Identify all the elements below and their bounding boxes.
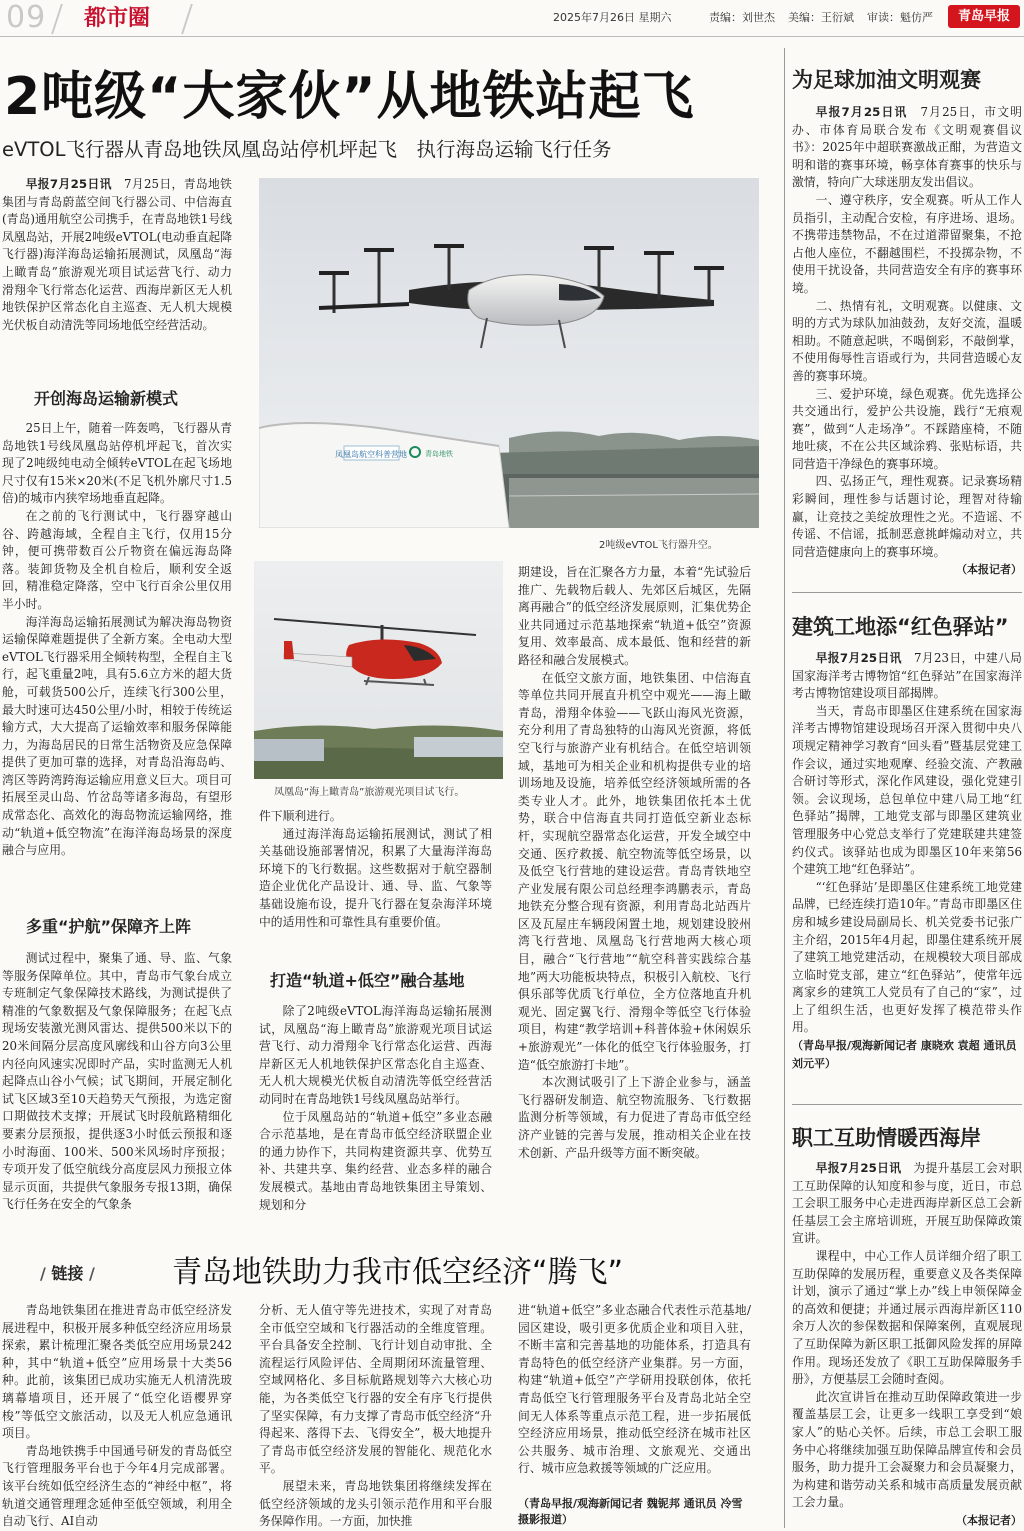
paragraph: 件下顺利进行。 [259,809,342,823]
helicopter-photo-illustration [254,561,503,779]
column-rule-main-sidebar [784,48,785,1528]
paragraph: 本次测试吸引了上下游企业参与，涵盖飞行器研发制造、航空物流服务、飞行数据监测分析等领域，有力促进了青岛市低空经济产业链的完善与发展，推动相关企业在技术创新、产品升级等方面不断突破。 [518,1075,751,1160]
paragraph: 展望未来，青岛地铁集团将继续发挥在低空经济领域的龙头引领示范作用和平台服务保障作用。一方面，加快推 [259,1478,492,1529]
link-label-slash: / [83,1264,95,1283]
header-proofreader: 审读：魁仿严 [867,11,933,24]
sidebar-article3-credit: （本报记者） [956,1513,1022,1527]
paragraph: 三、爱护环境，绿色观赛。优先选择公共交通出行，爱护公共设施，践行“无痕观赛”，做到“人走场净”。不踩踏座椅，不随地吐痰，不在公共区域涂鸦、张贴标语，共同营造干净绿色的赛事环境。 [792,386,1022,471]
tent-text: 凤凰岛航空科普营地 [335,450,407,459]
subhead-new-mode: 开创海岛运输新模式 [34,389,179,408]
link-label-slash: / [40,1264,52,1283]
evtol-photo-illustration [259,178,759,528]
page-number: 09 [6,0,47,35]
sidebar-article2-body [792,650,1022,1072]
sidebar-title-mutual-aid: 职工互助情暖西海岸 [792,1126,981,1150]
paragraph: 此次宣讲旨在推动互助保障政策进一步覆盖基层工会，让更多一线职工享受到“娘家人”的贴心关怀。后续，市总工会职工服务中心将继续加强互助保障品牌宣传和会员服务，助力提升工会凝聚力和会员凝聚力，为构建和谐劳动关系和城市高质量发展贡献工会力量。 [792,1389,1022,1510]
paragraph: 课程中，中心工作人员详细介绍了职工互助保障的发展历程，重要意义及各类保障计划，演示了通过“掌上办”线上申领保障金的高效和便捷；并通过展示西海岸新区110余万人次的参保数据和保障案例，直观展现了互助保障为新区职工抵御风险发挥的屏障作用。现场还发放了《职工互助保障服务手册》，方便基层工会随时查阅。 [792,1248,1022,1387]
sidebar-article1-credit: （本报记者） [956,563,1022,577]
dateline: 早报7月25日讯 [815,1161,902,1175]
header-designer: 美编：王衍斌 [788,11,854,24]
sidebar-title-football: 为足球加油文明观赛 [792,68,981,92]
dateline: 早报7月25日讯 [815,105,908,119]
main-subheadline: eVTOL飞行器从青岛地铁凤凰岛站停机坪起飞 执行海岛运输飞行任务 [2,138,612,161]
link-headline: 青岛地铁助力我市低空经济“腾飞” [172,1255,624,1290]
dateline: 早报7月25日讯 [815,651,902,665]
header-editor: 责编：刘世杰 [709,11,775,24]
paragraph: 海洋海岛运输拓展测试为解决海岛物资运输保障难题提供了全新方案。全电动大型eVTOL飞行器采用全倾转构型，全程自主飞行，起飞重量2吨，具有5.6立方米的超大货舱，可载货500公斤，连续飞行300公里，最大时速可达450公里/小时，相较于传统运输方式，大大提高了运输效率和服务保障能力，为海岛居民的日常生活物资及应急保障提供了更加可靠的选择，对青岛沿海岛屿、湾区等跨湾跨海运输应用意义巨大。项目可拓展至灵山岛、竹岔岛等诸多海岛，有望形成常态化、高效化的海岛物流运输网络，推动“轨道+低空物流”在海洋海岛场景的深度融合与应用。 [2,614,232,858]
dateline: 早报7月25日讯 [25,177,112,191]
link-col3 [518,1302,751,1496]
photo-evtol [259,178,759,528]
intro-text: 7月23日，中建八局国家海洋考古博物馆“红色驿站”在国家海洋考古博物馆建设项目部揭牌。 [792,651,1022,701]
sidebar-title-red-station: 建筑工地添“红色驿站” [792,615,1009,639]
paragraph: 二、热情有礼，文明观赛。以健康、文明的方式为球队加油鼓劲，友好交流，温暖相助。不随意起哄，不喝倒彩，不敲倒掌，不使用侮辱性言语或行为，共同营造暖心友善的赛事环境。 [792,298,1022,383]
paragraph: 青岛地铁携手中国通号研发的青岛低空飞行管理服务平台也于今年4月完成部署。该平台统如低空经济生态的“神经中枢”，将轨道交通管理理念延伸至低空领域，利用全自动飞行、AI自动 [2,1443,232,1529]
paragraph: 当天，青岛市即墨区住建系统在国家海洋考古博物馆建设现场召开深入贯彻中央八项规定精神学习教育“回头看”暨基层党建工作会议，通过实地观摩、经验交流、产教融合研讨等形式，深化作风建设，强化党建引领。会议现场，总包单位中建八局工地“红色驿站”揭牌，工地党支部与即墨区建筑业管理服务中心党总支举行了党建联建共建签约仪式。该驿站也成为即墨区10年来第56个建筑工地“红色驿站”。 [792,703,1022,877]
link-label-text: 链接 [51,1264,84,1283]
paragraph: 25日上午，随着一阵轰鸣，飞行器从青岛地铁1号线凤凰岛站停机坪起飞，首次实现了2吨级纯电动全倾转eVTOL在起飞场地尺寸仅有15米×20米(不足飞机外廓尺寸1.5倍)的城市内狭窄场地垂直起降。 [2,421,232,506]
link-col2 [259,1302,492,1530]
link-credit: （青岛早报/观海新闻记者 魏铌邦 通讯员 冷雪 摄影报道） [518,1497,743,1526]
paragraph: 位于凤凰岛站的“轨道+低空”多业态融合示范基地，是在青岛市低空经济联盟企业的通力协作下，共同构建资源共享、优势互补、共建共享、集约经营、业态多样的融合发展模式。基地由青岛地铁集团主导策划、规划和分 [259,1109,492,1212]
main-col1-body2 [2,950,232,1236]
photo-helicopter-caption: 凤凰岛“海上瞰青岛”旅游观光项目试飞行。 [274,787,465,798]
main-col2-body2 [259,1003,492,1235]
main-col2-body [259,808,492,931]
brand-badge [948,5,1020,28]
sidebar-divider-1 [792,592,1022,593]
paragraph: 通过海洋海岛运输拓展测试，测试了相关基础设施部署情况，积累了大量海洋海岛环境下的飞行数据。这些数据对于航空器制造企业优化产品设计、通、导、监、气象等基础设施布设，提升飞行器在复杂海洋环境中的适用性和可靠性具有重要价值。 [259,826,492,929]
paragraph: 除了2吨级eVTOL海洋海岛运输拓展测试，凤凰岛“海上瞰青岛”旅游观光项目试运营飞行、动力滑翔伞飞行常态化运营、西海岸新区无人机地铁保护区常态化自主巡查、无人机大规模光伏板自动清洗等低空经营活动同时在青岛地铁1号线凤凰岛站举行。 [259,1004,492,1106]
paragraph: 分析、无人值守等先进技术，实现了对青岛全市低空空域和飞行器活动的全维度管理。平台具备安全控制、飞行计划自动审批、全流程运行风险评估、全周期闭环流量管理、空域网格化、多目标航路规划等六大核心功能，为各类低空飞行器的安全有序飞行提供了坚实保障，有力支撑了青岛市低空经济“升得起来、落得下去、飞得安全”，极大地提升了青岛市低空经济发展的智能化、规范化水平。 [259,1303,492,1476]
tent-logo: 青岛地铁 [425,450,453,458]
section-name: 都市圈 [84,6,151,31]
paragraph: 四、弘扬正气，理性观赛。记录赛场精彩瞬间，理性参与话题讨论，理智对待输赢，让竞技之美绽放理性之光。不造谣、不传谣、不信谣，抵制恶意挑衅煽动对立，共同营造健康向上的赛事环境。 [792,474,1022,559]
main-col3-body [518,564,751,1236]
paragraph: 测试过程中，聚集了通、导、监、气象等服务保障单位。其中，青岛市气象台成立专班制定气象保障技术路线，为测试提供了精准的气象数据及气象保障服务；在起飞点现场安装激光测风雷达、提供500米以下的20米间隔分层高度风廓线和山谷方向3公里内径向风速实况即时产品，实时监测无人机起降点山谷小气候；试飞期间，开展定制化试飞区域3至10天趋势天气预报，为选定窗口期做技术支撑；开展试飞时段航路精细化要素分层预报，提供逐3小时低云预报和逐小时海面、100米、500米风场时序预报；专项开发了低空航线分高度层风力预报立体显示页面，共提供气象服务专报13期，确保飞行任务在安全的气象条 [2,951,232,1212]
intro-text: 7月25日，青岛地铁集团与青岛蔚蓝空间飞行器公司、中信海直(青岛)通用航空公司携手，在青岛地铁1号线凤凰岛站，开展2吨级eVTOL(电动垂直起降飞行器)海洋海岛运输拓展测试，凤凰岛“海上瞰青岛”旅游观光项目试运营飞行、动力滑翔伞飞行常态化运营、西海岸新区无人机地铁保护区常态化自主巡查、无人机大规模光伏板自动清洗等同场地低空经营活动。 [2,177,232,332]
paragraph: 一、遵守秩序，安全观赛。听从工作人员指引，主动配合安检，有序进场、退场。不携带违禁物品，不在过道滞留聚集，不抢占他人座位，不翻越围栏，不投掷杂物，不使用干扰设备，共同营造安全有序的赛事环境。 [792,192,1022,295]
header-slash-1 [51,4,63,34]
paragraph: 青岛地铁集团在推进青岛市低空经济发展进程中，积极开展多种低空经济应用场景探索，累计梳理汇聚各类低空应用场景242种，其中“轨道+低空”应用场景十大类56种。此前，该集团已成功实施无人机清洗玻璃幕墙项目，还开展了“低空化语樱界穿梭”等低空文旅活动，以及无人机应急通讯项目。 [2,1303,232,1441]
paragraph: 在之前的飞行测试中，飞行器穿越山谷、跨越海域，全程自主飞行，仅用15分钟，便可携带数百公斤物资在偏远海岛降落。装卸货物及全机自检后，顺利安全返回，精准稳定降落，空中飞行百余公里仅用半小时。 [2,508,232,611]
brand-name: 青岛早报 [957,9,1010,24]
paragraph: 在低空文旅方面，地铁集团、中信海直等单位共同开展直升机空中观光——海上瞰青岛，滑翔伞体验——飞跃山海风光资源，充分利用了青岛独特的山海风光资源，将低空飞行与旅游产业有机结合。在低空培训领域，基地可为相关企业和机构提供专业的培训场地及设施，培养低空经济领域所需的各类专业人才。此外，地铁集团依托本土优势，联合中信海直共同打造低空新业态标杆，实现航空器常态化运营，开发全域空中交通、医疗救援、航空物流等低空场景，以及低空飞行营地的建设运营。青岛青铁地空产业发展有限公司总经理李鸿鹏表示，青岛地铁充分整合现有资源，利用青岛北站西片区及瓦屋庄车辆段闲置土地，规划建设胶州湾飞行营地、凤凰岛飞行营地两大核心项目，融合“飞行营地”“航空科普实践综合基地”两大功能板块特点，积极引入航校、飞行俱乐部等优质飞行单位，全方位落地直升机观光、固定翼飞行、滑翔伞等低空飞行体验项目，构建“教学培训+科普体验+休闲娱乐+旅游观光”一体化的低空飞行体验服务，打造“低空旅游打卡地”。 [518,670,751,1072]
photo-evtol-caption: 2吨级eVTOL飞行器升空。 [599,540,718,551]
header-date: 2025年7月26日 星期六 [553,11,672,24]
header-slash-2 [181,4,193,34]
sidebar-article2-credit: （青岛早报/观海新闻记者 康晓欢 袁超 通讯员 刘元平） [792,1039,1017,1070]
paragraph: 进“轨道+低空”多业态融合代表性示范基地/园区建设，吸引更多优质企业和项目入驻，不断丰富和完善基地的功能体系，打造具有青岛特色的低空经济产业集群。另一方面，构建“轨道+低空”产学研用投联创体，依托青岛低空飞行管理服务平台及青岛北站全空间无人体系等重点示范工程，进一步拓展低空经济应用场景，推动低空经济在城市社区公共服务、城市治理、文旅观光、交通出行、城市应急救援等领域的广泛应用。 [518,1303,751,1476]
main-col1-intro [2,176,232,334]
main-headline: 2吨级“大家伙”从地铁站起飞 [4,67,695,127]
subhead-escort: 多重“护航”保障齐上阵 [26,917,192,936]
sidebar-article1-body [792,104,1022,579]
subhead-rail-air: 打造“轨道+低空”融合基地 [270,971,465,990]
sidebar-divider-2 [792,1104,1022,1105]
paragraph: “‘红色驿站’是即墨区住建系统工地党建品牌，已经连续打造10年。”青岛市即墨区住房和城乡建设局副局长、机关党委书记张广主介绍，2015年4月起，即墨住建系统开展了建筑工地党建活动，在规模较大项目部成立临时党支部，建立“红色驿站”，使常年远离家乡的建筑工人党员有了自己的“家”，过上了组织生活，也更好发挥了模范带头作用。 [792,879,1022,1035]
link-col1 [2,1302,232,1530]
photo-helicopter [254,561,503,779]
sidebar-article3-body [792,1160,1022,1528]
main-col1-body [2,420,232,860]
link-label [40,1261,95,1284]
page-header [0,0,1024,37]
paragraph: 期建设，旨在汇聚各方力量，本着“先试验后推广、先载物后载人、先郊区后城区，先隔离再融合”的低空经济发展原则，汇集优势企业共同通过示范基地探索“轨道+低空”资源复用、效率最高、成本最低、饱和经营的新路径和融合发展模式。 [518,565,751,667]
intro-text: 7月25日，市文明办、市体育局联合发布《文明观赛倡议书》：2025年中超联赛激战正酣，为营造文明和谐的赛事环境，畅享体育赛事的快乐与激情，特向广大球迷朋友发出倡议。 [792,105,1022,190]
intro-text: 为提升基层工会对职工互助保障的认知度和参与度，近日，市总工会职工服务中心走进西海岸新区总工会新任基层工会主席培训班，开展互助保障政策宣讲。 [792,1161,1022,1246]
